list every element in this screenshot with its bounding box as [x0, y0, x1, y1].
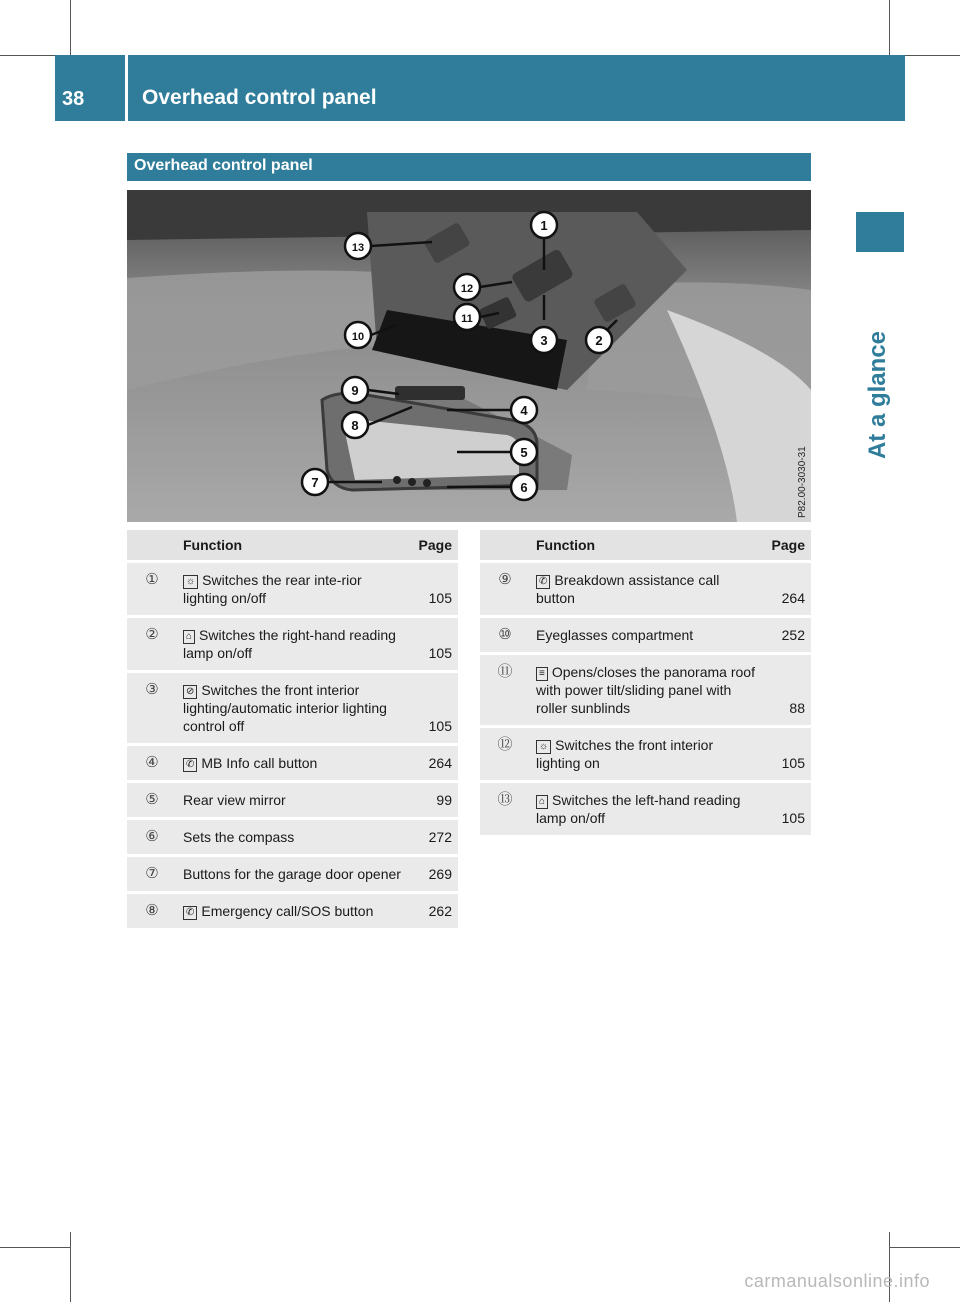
item-number: ③ — [127, 673, 177, 743]
function-table-left — [127, 527, 458, 931]
mb-info-call-icon: ✆ — [183, 758, 197, 772]
header-divider — [125, 55, 128, 121]
item-function — [177, 894, 408, 928]
callout-label: 3 — [540, 333, 548, 348]
callout-label: 5 — [520, 445, 528, 460]
item-number: ⑩ — [480, 618, 530, 652]
item-page: 105 — [408, 673, 458, 743]
header-page: Page — [408, 530, 458, 560]
table-row — [127, 857, 458, 891]
item-function — [177, 563, 408, 615]
table-header-row — [480, 530, 811, 560]
table-row — [127, 563, 458, 615]
callout-label: 6 — [520, 480, 528, 495]
item-function — [530, 563, 761, 615]
function-table-right — [480, 527, 811, 838]
item-function — [177, 746, 408, 780]
figure-code: P82.00-3030-31 — [797, 446, 808, 518]
header-function: Function — [530, 530, 761, 560]
interior-light-off-icon: ⊘ — [183, 685, 197, 699]
item-number: ① — [127, 563, 177, 615]
item-text: Opens/closes the panorama roof with power tilt/sliding panel with roller sunblinds — [536, 664, 755, 716]
sos-call-icon: ✆ — [183, 906, 197, 920]
table-row — [127, 746, 458, 780]
side-tab-marker — [856, 212, 904, 252]
item-function — [177, 673, 408, 743]
item-text: Eyeglasses compartment — [530, 618, 761, 652]
item-number: ⑪ — [480, 655, 530, 725]
table-header-row — [127, 530, 458, 560]
page-number: 38 — [62, 88, 85, 110]
item-number: ⑧ — [127, 894, 177, 928]
item-page: 264 — [408, 746, 458, 780]
page-header-title: Overhead control panel — [142, 86, 377, 109]
callout-label: 4 — [520, 403, 528, 418]
watermark: carmanualsonline.info — [744, 1271, 930, 1291]
item-text: Switches the front interior lighting on — [536, 737, 714, 771]
table-row — [480, 563, 811, 615]
table-row — [127, 618, 458, 670]
item-text: Buttons for the garage door opener — [177, 857, 408, 891]
callout-label: 7 — [311, 475, 319, 490]
crop-mark — [0, 1247, 70, 1248]
header-function: Function — [177, 530, 408, 560]
item-page: 269 — [408, 857, 458, 891]
callout-label: 8 — [351, 418, 359, 433]
header-cell-empty — [127, 530, 177, 560]
item-page: 264 — [761, 563, 811, 615]
front-interior-light-icon: ☼ — [536, 740, 551, 754]
item-number: ⑬ — [480, 783, 530, 835]
item-text: Switches the left-hand reading lamp on/off — [536, 792, 741, 826]
item-text: Switches the rear inte-rior lighting on/off — [183, 572, 362, 606]
callout-label: 10 — [351, 331, 365, 343]
header-page: Page — [761, 530, 811, 560]
item-function — [530, 655, 761, 725]
side-tab-label: At a glance — [864, 330, 891, 460]
item-page: 105 — [761, 728, 811, 780]
crop-mark — [890, 1247, 960, 1248]
callout-label: 1 — [540, 218, 548, 233]
item-page: 88 — [761, 655, 811, 725]
callout-label: 2 — [595, 333, 603, 348]
item-number: ⑨ — [480, 563, 530, 615]
item-number: ② — [127, 618, 177, 670]
reading-lamp-icon: ⌂ — [183, 630, 195, 644]
item-text: Switches the front interior lighting/automatic interior lighting control off — [183, 682, 387, 734]
table-row — [127, 783, 458, 817]
crop-mark — [70, 1232, 71, 1302]
item-page: 105 — [408, 563, 458, 615]
item-page: 105 — [408, 618, 458, 670]
callout-label: 12 — [460, 283, 474, 295]
item-page: 252 — [761, 618, 811, 652]
item-number: ⑤ — [127, 783, 177, 817]
item-number: ⑥ — [127, 820, 177, 854]
table-row — [127, 820, 458, 854]
breakdown-call-icon: ✆ — [536, 575, 550, 589]
table-row — [480, 728, 811, 780]
rear-interior-light-icon: ☼ — [183, 575, 198, 589]
item-number: ⑦ — [127, 857, 177, 891]
item-number: ⑫ — [480, 728, 530, 780]
item-text: Emergency call/SOS button — [201, 903, 374, 919]
table-row — [127, 894, 458, 928]
table-row — [480, 618, 811, 652]
item-page: 99 — [408, 783, 458, 817]
table-row — [480, 655, 811, 725]
callout-label: 11 — [461, 313, 473, 325]
item-text: MB Info call button — [201, 755, 318, 771]
header-cell-empty — [480, 530, 530, 560]
table-row — [480, 783, 811, 835]
callout-label: 9 — [351, 383, 359, 398]
item-page: 105 — [761, 783, 811, 835]
item-text: Rear view mirror — [177, 783, 408, 817]
item-function — [530, 728, 761, 780]
panorama-roof-icon: ≡ — [536, 667, 548, 681]
item-text: Sets the compass — [177, 820, 408, 854]
reading-lamp-icon: ⌂ — [536, 795, 548, 809]
item-page: 262 — [408, 894, 458, 928]
section-title: Overhead control panel — [134, 157, 313, 174]
item-number: ④ — [127, 746, 177, 780]
item-text: Breakdown assistance call button — [536, 572, 720, 606]
item-function — [530, 783, 761, 835]
table-row — [127, 673, 458, 743]
item-text: Switches the right-hand reading lamp on/off — [183, 627, 396, 661]
item-function — [177, 618, 408, 670]
item-page: 272 — [408, 820, 458, 854]
callout-label: 13 — [351, 242, 365, 254]
overhead-panel-photo — [127, 190, 811, 522]
